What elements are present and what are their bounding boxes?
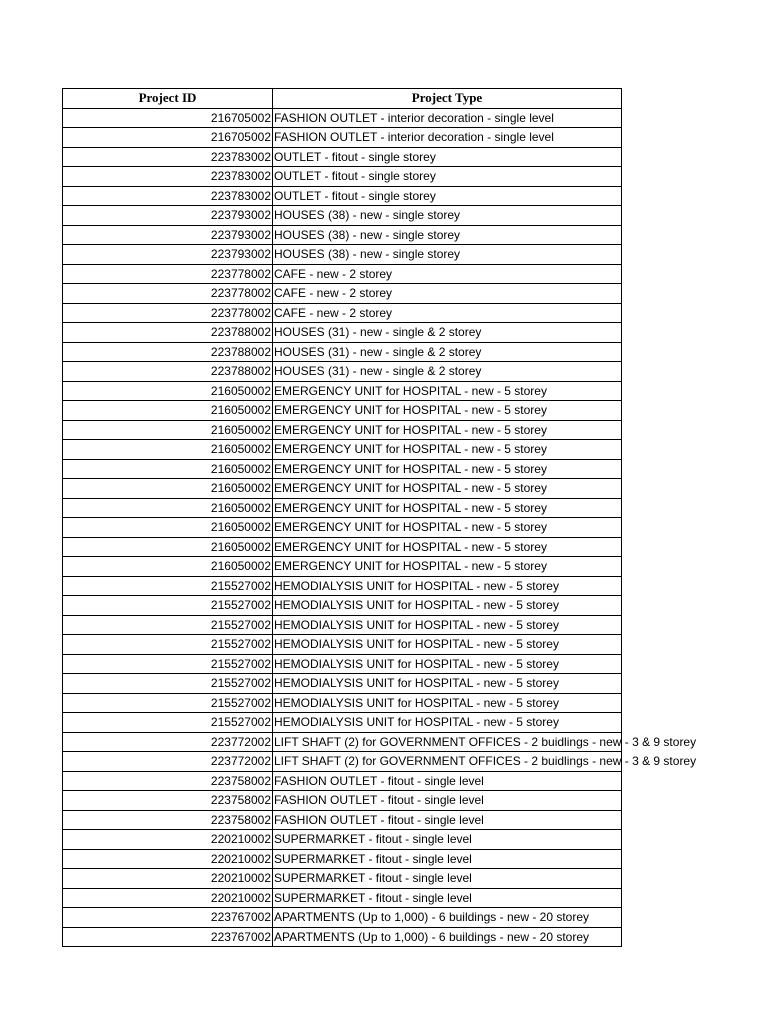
table-row bbox=[63, 342, 622, 362]
cell-project-type[interactable]: LIFT SHAFT (2) for GOVERNMENT OFFICES - 2 buidlings - new - 3 & 9 storey bbox=[273, 752, 622, 772]
table-row bbox=[63, 498, 622, 518]
table-row bbox=[63, 264, 622, 284]
cell-project-id[interactable]: 215527002 bbox=[63, 674, 273, 694]
cell-project-id[interactable]: 223793002 bbox=[63, 225, 273, 245]
cell-project-id[interactable]: 223778002 bbox=[63, 264, 273, 284]
table-row bbox=[63, 596, 622, 616]
cell-project-id[interactable]: 216050002 bbox=[63, 537, 273, 557]
cell-project-type[interactable]: EMERGENCY UNIT for HOSPITAL - new - 5 storey bbox=[273, 498, 622, 518]
cell-project-type[interactable]: EMERGENCY UNIT for HOSPITAL - new - 5 storey bbox=[273, 401, 622, 421]
table-row bbox=[63, 440, 622, 460]
cell-project-type[interactable]: HOUSES (38) - new - single storey bbox=[273, 206, 622, 226]
cell-project-type[interactable]: EMERGENCY UNIT for HOSPITAL - new - 5 storey bbox=[273, 381, 622, 401]
table-row bbox=[63, 927, 622, 947]
cell-project-type[interactable]: OUTLET - fitout - single storey bbox=[273, 167, 622, 187]
table-row bbox=[63, 303, 622, 323]
cell-project-id[interactable]: 215527002 bbox=[63, 615, 273, 635]
table-row bbox=[63, 108, 622, 128]
table-row bbox=[63, 128, 622, 148]
table-row bbox=[63, 420, 622, 440]
cell-project-type[interactable]: SUPERMARKET - fitout - single level bbox=[273, 869, 622, 889]
cell-project-type[interactable]: HEMODIALYSIS UNIT for HOSPITAL - new - 5 storey bbox=[273, 693, 622, 713]
table-row bbox=[63, 381, 622, 401]
cell-project-type[interactable]: HOUSES (31) - new - single & 2 storey bbox=[273, 362, 622, 382]
cell-project-type[interactable]: FASHION OUTLET - fitout - single level bbox=[273, 810, 622, 830]
cell-project-type[interactable]: SUPERMARKET - fitout - single level bbox=[273, 888, 622, 908]
cell-project-id[interactable]: 223793002 bbox=[63, 245, 273, 265]
cell-project-type[interactable]: EMERGENCY UNIT for HOSPITAL - new - 5 storey bbox=[273, 440, 622, 460]
cell-project-id[interactable]: 220210002 bbox=[63, 830, 273, 850]
cell-project-type[interactable]: APARTMENTS (Up to 1,000) - 6 buildings - new - 20 storey bbox=[273, 927, 622, 947]
cell-project-type[interactable]: CAFE - new - 2 storey bbox=[273, 303, 622, 323]
spreadsheet bbox=[62, 88, 697, 947]
cell-project-id[interactable]: 216050002 bbox=[63, 479, 273, 499]
table-row bbox=[63, 284, 622, 304]
table-row bbox=[63, 459, 622, 479]
cell-project-id[interactable]: 223793002 bbox=[63, 206, 273, 226]
cell-project-id[interactable]: 215527002 bbox=[63, 654, 273, 674]
table-row bbox=[63, 830, 622, 850]
cell-project-id[interactable]: 223783002 bbox=[63, 167, 273, 187]
cell-project-id[interactable]: 215527002 bbox=[63, 576, 273, 596]
table-body bbox=[63, 108, 697, 947]
table-row bbox=[63, 908, 622, 928]
cell-project-id[interactable]: 216050002 bbox=[63, 440, 273, 460]
cell-project-id[interactable]: 216705002 bbox=[63, 108, 273, 128]
cell-project-type[interactable]: HEMODIALYSIS UNIT for HOSPITAL - new - 5 storey bbox=[273, 596, 622, 616]
cell-project-id[interactable]: 216050002 bbox=[63, 518, 273, 538]
table-row bbox=[63, 791, 622, 811]
cell-project-id[interactable]: 223772002 bbox=[63, 752, 273, 772]
table-row bbox=[63, 615, 622, 635]
cell-project-id[interactable]: 216050002 bbox=[63, 420, 273, 440]
cell-project-id[interactable]: 220210002 bbox=[63, 888, 273, 908]
header-row bbox=[63, 89, 622, 109]
cell-project-id[interactable]: 223783002 bbox=[63, 186, 273, 206]
table-row bbox=[63, 362, 622, 382]
table-row bbox=[63, 713, 622, 733]
cell-project-id[interactable]: 223778002 bbox=[63, 303, 273, 323]
table-row bbox=[63, 245, 622, 265]
table-row bbox=[63, 479, 622, 499]
table-row bbox=[63, 401, 622, 421]
table-row bbox=[63, 810, 622, 830]
table-row bbox=[63, 147, 622, 167]
cell-project-type[interactable]: FASHION OUTLET - interior decoration - single level bbox=[273, 108, 622, 128]
table-row bbox=[63, 186, 622, 206]
table-row bbox=[63, 752, 622, 772]
cell-project-id[interactable]: 223767002 bbox=[63, 927, 273, 947]
table-row bbox=[63, 654, 622, 674]
cell-project-id[interactable]: 223783002 bbox=[63, 147, 273, 167]
cell-project-type[interactable]: HEMODIALYSIS UNIT for HOSPITAL - new - 5 storey bbox=[273, 635, 622, 655]
table-row bbox=[63, 732, 622, 752]
cell-project-id[interactable]: 223767002 bbox=[63, 908, 273, 928]
cell-project-type[interactable]: HOUSES (38) - new - single storey bbox=[273, 225, 622, 245]
cell-project-type[interactable]: EMERGENCY UNIT for HOSPITAL - new - 5 storey bbox=[273, 420, 622, 440]
cell-project-type[interactable]: APARTMENTS (Up to 1,000) - 6 buildings - new - 20 storey bbox=[273, 908, 622, 928]
table-row bbox=[63, 849, 622, 869]
cell-project-id[interactable]: 216050002 bbox=[63, 381, 273, 401]
cell-project-type[interactable]: EMERGENCY UNIT for HOSPITAL - new - 5 storey bbox=[273, 537, 622, 557]
cell-project-id[interactable]: 215527002 bbox=[63, 596, 273, 616]
table-row bbox=[63, 869, 622, 889]
cell-project-type[interactable]: LIFT SHAFT (2) for GOVERNMENT OFFICES - 2 buidlings - new - 3 & 9 storey bbox=[273, 732, 622, 752]
cell-project-id[interactable]: 220210002 bbox=[63, 869, 273, 889]
project-table bbox=[62, 88, 697, 947]
table-row bbox=[63, 206, 622, 226]
cell-project-type[interactable]: HOUSES (31) - new - single & 2 storey bbox=[273, 342, 622, 362]
table-row bbox=[63, 576, 622, 596]
cell-project-type[interactable]: HOUSES (38) - new - single storey bbox=[273, 245, 622, 265]
cell-project-id[interactable]: 216050002 bbox=[63, 459, 273, 479]
cell-project-type[interactable]: EMERGENCY UNIT for HOSPITAL - new - 5 storey bbox=[273, 459, 622, 479]
cell-project-type[interactable]: HEMODIALYSIS UNIT for HOSPITAL - new - 5 storey bbox=[273, 654, 622, 674]
cell-project-id[interactable]: 223758002 bbox=[63, 791, 273, 811]
table-row bbox=[63, 323, 622, 343]
cell-project-id[interactable]: 216705002 bbox=[63, 128, 273, 148]
column-header-project-type[interactable]: Project Type bbox=[273, 89, 622, 109]
cell-project-type[interactable]: CAFE - new - 2 storey bbox=[273, 264, 622, 284]
cell-project-type[interactable]: HEMODIALYSIS UNIT for HOSPITAL - new - 5 storey bbox=[273, 674, 622, 694]
cell-project-id[interactable]: 223772002 bbox=[63, 732, 273, 752]
cell-project-id[interactable]: 216050002 bbox=[63, 401, 273, 421]
cell-project-id[interactable]: 223788002 bbox=[63, 323, 273, 343]
cell-project-type[interactable]: HEMODIALYSIS UNIT for HOSPITAL - new - 5 storey bbox=[273, 615, 622, 635]
cell-project-id[interactable]: 223758002 bbox=[63, 810, 273, 830]
cell-project-type[interactable]: HOUSES (31) - new - single & 2 storey bbox=[273, 323, 622, 343]
cell-project-type[interactable]: SUPERMARKET - fitout - single level bbox=[273, 830, 622, 850]
table-row bbox=[63, 167, 622, 187]
cell-project-id[interactable]: 223758002 bbox=[63, 771, 273, 791]
cell-project-id[interactable]: 223788002 bbox=[63, 362, 273, 382]
cell-project-id[interactable]: 216050002 bbox=[63, 557, 273, 577]
table-row bbox=[63, 537, 622, 557]
cell-project-id[interactable]: 220210002 bbox=[63, 849, 273, 869]
cell-project-type[interactable]: EMERGENCY UNIT for HOSPITAL - new - 5 storey bbox=[273, 557, 622, 577]
cell-project-type[interactable]: HEMODIALYSIS UNIT for HOSPITAL - new - 5 storey bbox=[273, 576, 622, 596]
cell-project-type[interactable]: OUTLET - fitout - single storey bbox=[273, 147, 622, 167]
cell-project-id[interactable]: 215527002 bbox=[63, 713, 273, 733]
cell-project-type[interactable]: SUPERMARKET - fitout - single level bbox=[273, 849, 622, 869]
cell-project-id[interactable]: 223778002 bbox=[63, 284, 273, 304]
table-row bbox=[63, 888, 622, 908]
cell-project-type[interactable]: FASHION OUTLET - fitout - single level bbox=[273, 771, 622, 791]
table-row bbox=[63, 557, 622, 577]
cell-project-type[interactable]: CAFE - new - 2 storey bbox=[273, 284, 622, 304]
cell-project-id[interactable]: 216050002 bbox=[63, 498, 273, 518]
table-row bbox=[63, 674, 622, 694]
cell-project-id[interactable]: 215527002 bbox=[63, 635, 273, 655]
cell-project-id[interactable]: 215527002 bbox=[63, 693, 273, 713]
table-row bbox=[63, 518, 622, 538]
cell-project-type[interactable]: OUTLET - fitout - single storey bbox=[273, 186, 622, 206]
column-header-project-id[interactable]: Project ID bbox=[63, 89, 273, 109]
table-row bbox=[63, 693, 622, 713]
cell-project-type[interactable]: HEMODIALYSIS UNIT for HOSPITAL - new - 5 storey bbox=[273, 713, 622, 733]
table-row bbox=[63, 225, 622, 245]
cell-project-type[interactable]: EMERGENCY UNIT for HOSPITAL - new - 5 storey bbox=[273, 479, 622, 499]
table-row bbox=[63, 771, 622, 791]
cell-project-id[interactable]: 223788002 bbox=[63, 342, 273, 362]
cell-project-type[interactable]: FASHION OUTLET - interior decoration - single level bbox=[273, 128, 622, 148]
cell-project-type[interactable]: EMERGENCY UNIT for HOSPITAL - new - 5 storey bbox=[273, 518, 622, 538]
cell-project-type[interactable]: FASHION OUTLET - fitout - single level bbox=[273, 791, 622, 811]
table-row bbox=[63, 635, 622, 655]
